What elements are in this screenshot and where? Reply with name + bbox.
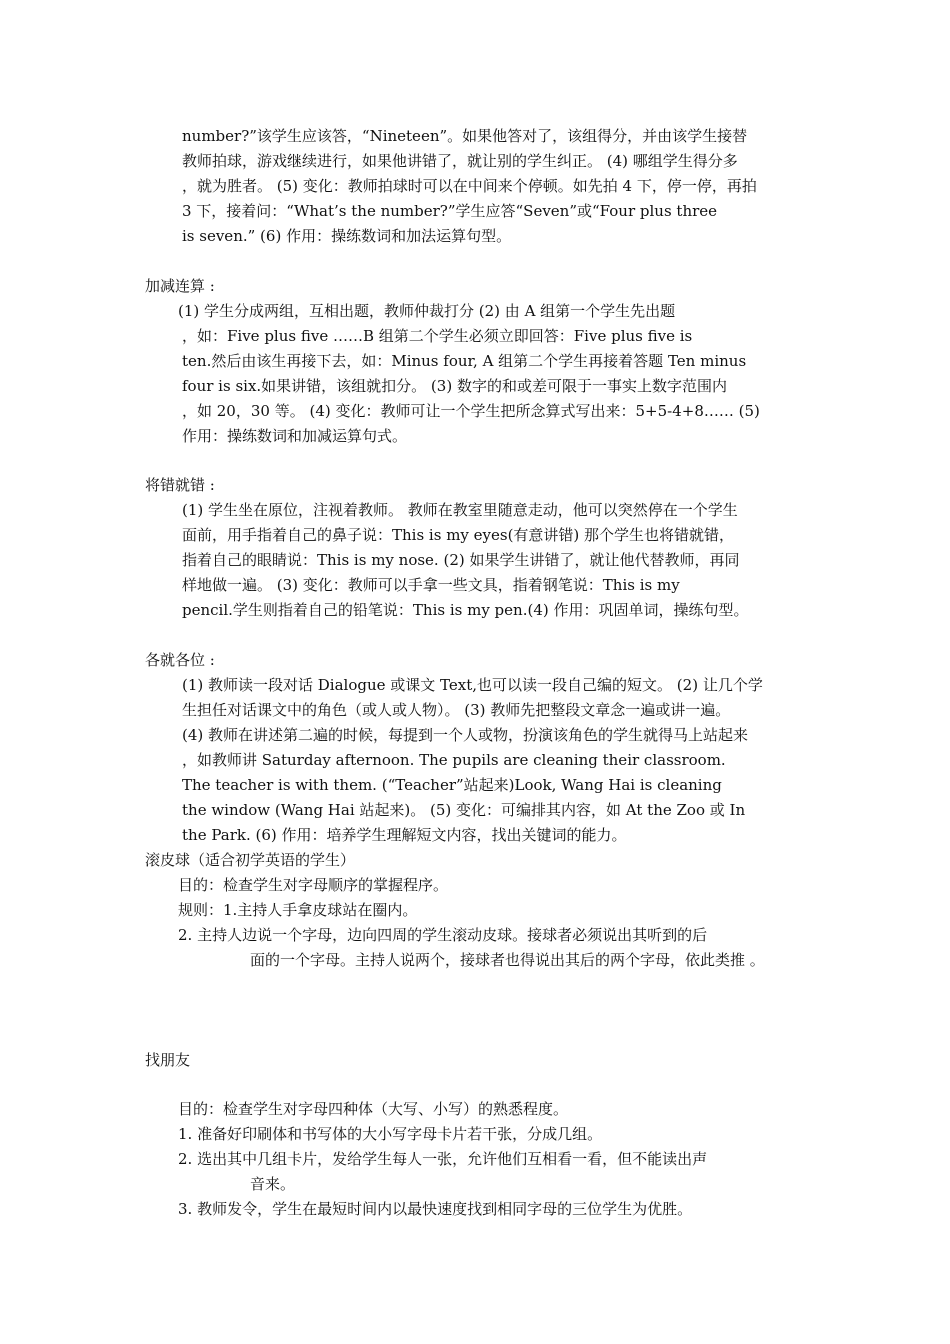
paragraph-line: ，如：Five plus five ……B 组第二个学生必须立即回答：Five plus five is [182, 327, 693, 345]
paragraph-line: 生担任对话课文中的角色（或人或人物）。 (3) 教师先把整段文章念一遍或讲一遍。 [182, 701, 731, 719]
step-line: 2. 选出其中几组卡片，发给学生每人一张，允许他们互相看一看，但不能读出声 [178, 1150, 708, 1168]
paragraph-line: (1) 学生坐在原位，注视着教师。 教师在教室里随意走动，他可以突然停在一个学生 [182, 501, 738, 519]
step-line: 3. 教师发令，学生在最短时间内以最快速度找到相同字母的三位学生为优胜。 [178, 1200, 693, 1218]
paragraph-line: (4) 教师在讲述第二遍的时候，每提到一个人或物，扮演该角色的学生就得马上站起来 [182, 726, 749, 744]
paragraph-line: number?”该学生应该答，“Nineteen”。如果他答对了，该组得分，并由该学生接替 [182, 127, 748, 145]
paragraph-line: 面前，用手指着自己的鼻子说：This is my eyes(有意讲错) 那个学生也将错就错， [182, 526, 735, 544]
paragraph-line: pencil.学生则指着自己的铅笔说：This is my pen.(4) 作用：巩固单词，操练句型。 [182, 601, 749, 619]
paragraph-line: 教师拍球，游戏继续进行，如果他讲错了，就让别的学生纠正。 (4) 哪组学生得分多 [182, 152, 738, 170]
paragraph-line: 样地做一遍。 (3) 变化：教师可以手拿一些文具，指着钢笔说：This is my [182, 576, 680, 594]
paragraph-line: ten.然后由该生再接下去，如：Minus four, A 组第二个学生再接着答题 Ten minus [182, 352, 747, 370]
paragraph-line: (1) 教师读一段对话 Dialogue 或课文 Text,也可以读一段自己编的短文。 (2) 让几个学 [182, 676, 763, 694]
paragraph-line: four is six.如果讲错，该组就扣分。 (3) 数字的和或差可限于一事实上数字范围内 [182, 377, 727, 395]
paragraph-line: ，如教师讲 Saturday afternoon. The pupils are cleaning their classroom. [182, 751, 726, 769]
paragraph-line: ，就为胜者。 (5) 变化：教师拍球时可以在中间来个停顿。如先拍 4 下，停一停，再拍 [182, 177, 757, 195]
purpose-line: 目的：检查学生对字母四种体（大写、小写）的熟悉程度。 [178, 1100, 569, 1118]
section-heading: 滚皮球（适合初学英语的学生） [145, 851, 356, 869]
section-heading: 各就各位 : [145, 651, 215, 669]
paragraph-line: the window (Wang Hai 站起来)。 (5) 变化：可编排其内容，如 At the Zoo 或 In [182, 801, 746, 819]
paragraph-line: is seven.” (6) 作用：操练数词和加法运算句型。 [182, 227, 512, 245]
rule-line: 规则：1.主持人手拿皮球站在圈内。 [178, 901, 418, 919]
paragraph-line: 3 下，接着问：“What’s the number?”学生应答“Seven”或“Four plus three [182, 202, 718, 220]
paragraph-line: the Park. (6) 作用：培养学生理解短文内容，找出关键词的能力。 [182, 826, 627, 844]
section-heading: 找朋友 [145, 1051, 191, 1069]
rule-line: 2. 主持人边说一个字母，边向四周的学生滚动皮球。接球者必须说出其听到的后 [178, 926, 708, 944]
paragraph-line: 作用：操练数词和加减运算句式。 [182, 427, 408, 445]
rule-line: 面的一个字母。主持人说两个，接球者也得说出其后的两个字母，依此类推 。 [250, 951, 765, 969]
paragraph-line: (1) 学生分成两组，互相出题，教师仲裁打分 (2) 由 A 组第一个学生先出题 [178, 302, 676, 320]
paragraph-line: ，如 20，30 等。 (4) 变化：教师可让一个学生把所念算式写出来：5+5-4+8…… (5) [182, 402, 760, 420]
paragraph-line: 指着自己的眼睛说：This is my nose. (2) 如果学生讲错了，就让他代替教师，再同 [182, 551, 740, 569]
step-line: 1. 准备好印刷体和书写体的大小写字母卡片若干张，分成几组。 [178, 1125, 603, 1143]
step-line: 音来。 [250, 1175, 296, 1193]
purpose-line: 目的：检查学生对字母顺序的掌握程序。 [178, 876, 449, 894]
paragraph-line: The teacher is with them. (“Teacher”站起来)Look, Wang Hai is cleaning [182, 776, 722, 794]
section-heading: 加减连算 : [145, 277, 215, 295]
section-heading: 将错就错 : [145, 476, 215, 494]
